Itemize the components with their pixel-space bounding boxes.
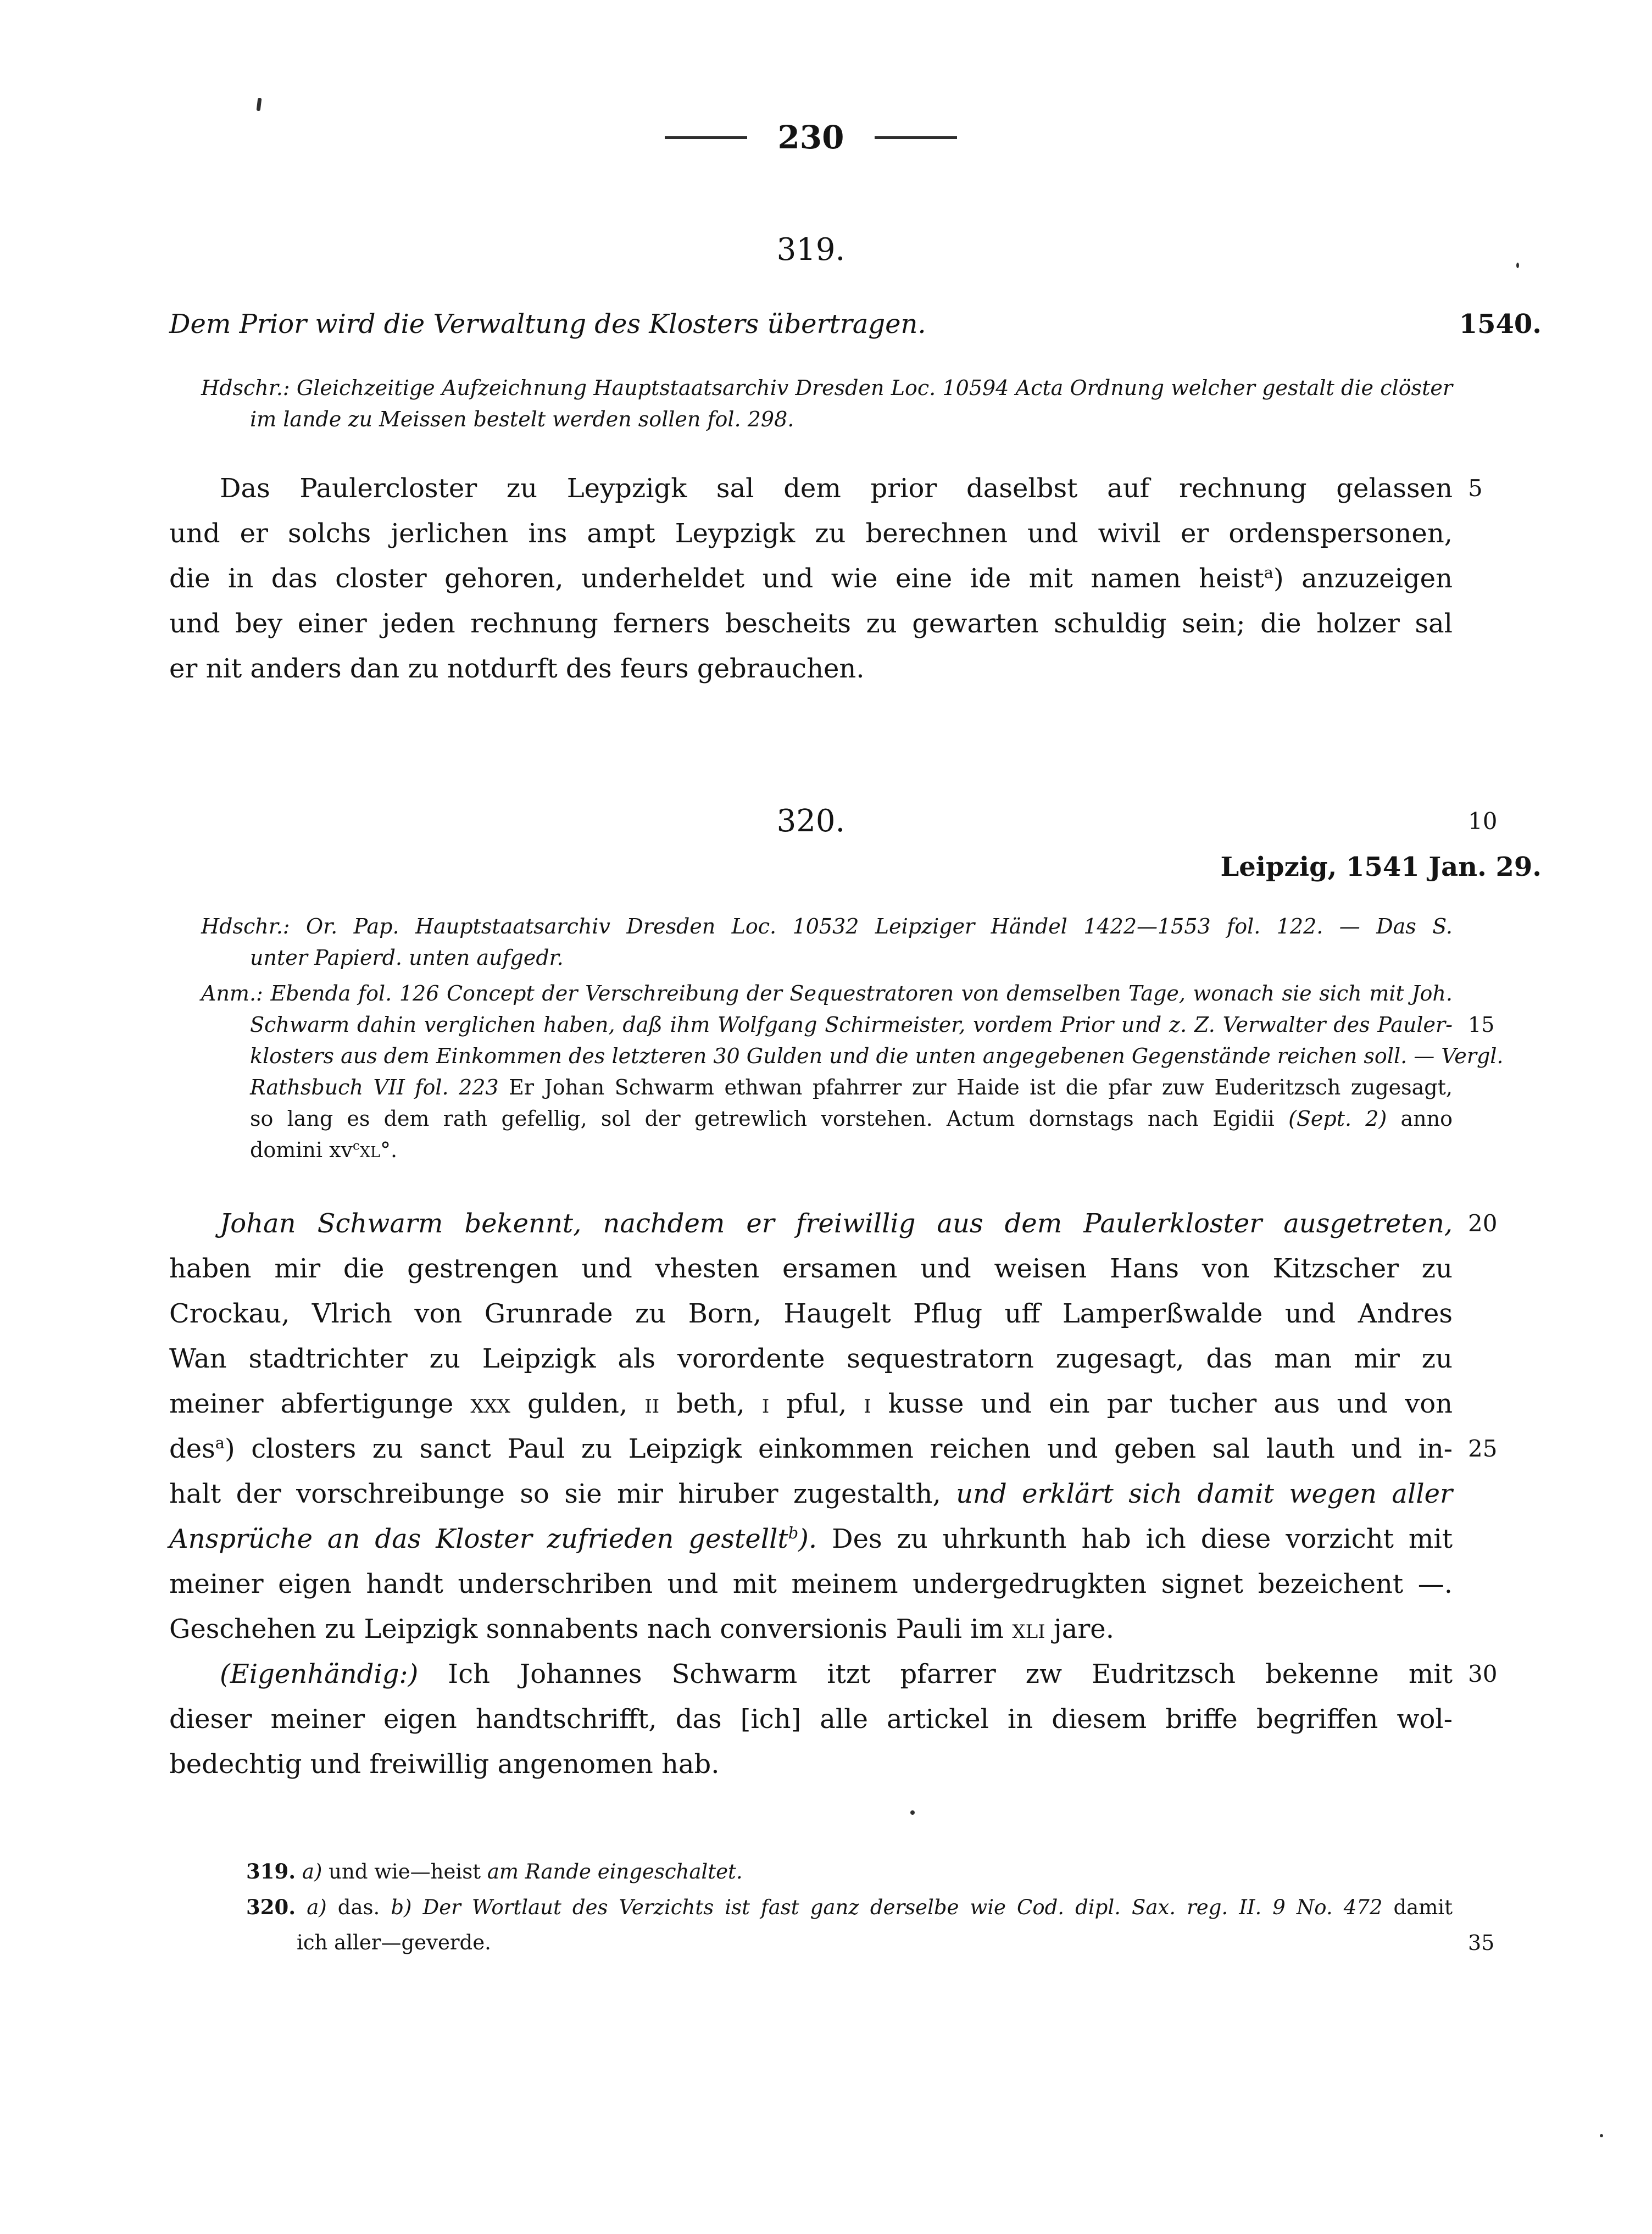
header-rule-left	[665, 136, 747, 139]
entry-heading-319: 319.	[776, 232, 846, 268]
text-segment: kusse und ein par tucher aus und von	[871, 1388, 1453, 1419]
text-segment: meiner abfertigunge	[169, 1388, 471, 1419]
text-line	[169, 556, 1453, 601]
page-number: 230	[777, 119, 844, 156]
text-line	[169, 1854, 1453, 1890]
text-line	[169, 1103, 1453, 1135]
text-segment: bedechtig und freiwillig angenomen hab.	[169, 1749, 720, 1780]
text-segment: haben mir die gestrengen und vhesten ersamen und weisen Hans von Kitzscher zu	[169, 1253, 1453, 1284]
text-column	[169, 0, 1542, 2234]
text-segment: b	[788, 1524, 799, 1542]
text-line	[169, 1890, 1453, 1925]
margin-line-number: 10	[1468, 808, 1498, 835]
text-line	[169, 1072, 1453, 1103]
entry-body-319	[169, 466, 1483, 691]
text-segment: jare.	[1045, 1614, 1114, 1644]
text-line	[169, 466, 1483, 511]
text-segment: meiner eigen handt underschriben und mit meinem undergedrugkten signet bezeichent —.	[169, 1569, 1453, 1599]
text-segment: des	[169, 1433, 215, 1464]
text-line	[169, 978, 1453, 1009]
text-segment: Er Johan Schwarm ethwan pfahrrer zur Haide ist die pfar zuw Euderitzsch zugesagt,	[509, 1075, 1453, 1099]
margin-line-number: 20	[1468, 1210, 1498, 1237]
text-line	[169, 373, 1453, 404]
text-line	[169, 1426, 1498, 1471]
text-segment: beth,	[659, 1388, 762, 1419]
entry-title-row-319	[169, 308, 1542, 341]
text-segment: Crockau, Vlrich von Grunrade zu Born, Haugelt Pflug uff Lamperßwalde und Andres	[169, 1298, 1453, 1329]
text-segment: klosters aus dem Einkommen des letzteren 30 Gulden und die unten angegebenen Gegenstände reichen soll. — Vergl.	[250, 1044, 1504, 1068]
annotation-320	[169, 978, 1504, 1166]
text-segment: i	[761, 1388, 770, 1419]
text-segment: und erklärt sich damit wegen aller	[956, 1479, 1453, 1509]
text-segment: Das Paulercloster zu Leypzigk sal dem prior daselbst auf rechnung gelassen	[220, 473, 1453, 504]
text-segment: das.	[337, 1896, 391, 1919]
scan-speck	[910, 1810, 915, 1815]
text-segment: am Rande eingeschaltet.	[487, 1860, 743, 1883]
text-segment: halt der vorschreibunge so sie mir hiruber zugestalth,	[169, 1479, 956, 1509]
dateline-320: Leipzig, 1541 Jan. 29.	[1220, 852, 1542, 882]
text-segment: er nit anders dan zu notdurft des feurs gebrauchen.	[169, 653, 865, 684]
text-line	[169, 1561, 1453, 1607]
text-line	[169, 1607, 1453, 1652]
entry-title-319: Dem Prior wird die Verwaltung des Klosters übertragen.	[169, 309, 926, 340]
text-segment: domini xv	[250, 1138, 353, 1162]
text-segment: Hdschr.: Or. Pap. Hauptstaatsarchiv Dresden Loc. 10532 Leipziger Händel 1422—1553 fol. 122. — Das S.	[201, 914, 1453, 938]
text-segment: Ich Johannes Schwarm itzt pfarrer zw Eudritzsch bekenne mit	[418, 1659, 1453, 1690]
text-segment: dieser meiner eigen handtschrifft, das [ich] alle artickel in diesem briffe begriffen wol-	[169, 1704, 1453, 1735]
text-segment: Geschehen zu Leipzigk sonnabents nach conversionis Pauli im	[169, 1614, 1013, 1644]
text-line	[169, 646, 1453, 691]
text-line	[169, 1336, 1453, 1381]
text-segment: Ansprüche an das Kloster zufrieden gestellt	[169, 1524, 788, 1554]
text-segment: so lang es dem rath gefellig, sol der getrewlich vorstehen. Actum dornstags nach Egidii	[250, 1107, 1289, 1131]
text-line	[169, 1009, 1495, 1041]
text-segment: Rathsbuch VII fol. 223	[250, 1075, 509, 1099]
text-segment: a)	[296, 1896, 338, 1919]
text-line	[169, 1135, 1453, 1166]
text-segment: i	[864, 1388, 871, 1419]
text-segment: Johan Schwarm bekennt, nachdem er freiwillig aus dem Paulerkloster ausgetreten,	[220, 1208, 1453, 1239]
text-segment: Schwarm dahin verglichen haben, daß ihm Wolfgang Schirmeister, vordem Prior und z. Z. Verwalter des Pauler-	[250, 1013, 1453, 1037]
text-line	[169, 1201, 1498, 1246]
text-line	[169, 911, 1453, 942]
source-note-319	[169, 373, 1453, 435]
margin-line-number: 15	[1468, 1013, 1495, 1037]
text-segment: die in das closter gehoren, underheldet und wie eine ide mit namen heist	[169, 563, 1264, 594]
text-segment: ) anzuzeigen	[1273, 563, 1453, 594]
text-segment: Des zu uhrkunth hab ich diese vorzicht mit	[832, 1524, 1453, 1554]
text-segment: anno	[1387, 1107, 1453, 1131]
text-segment: (Sept. 2)	[1288, 1107, 1387, 1131]
text-line	[169, 1246, 1453, 1291]
text-line	[169, 1291, 1453, 1336]
text-segment: pful,	[769, 1388, 864, 1419]
margin-line-number: 25	[1468, 1435, 1498, 1462]
text-segment: und er solchs jerlichen ins ampt Leypzigk zu berechnen und wivil er ordenspersonen,	[169, 518, 1453, 549]
text-segment: ii	[644, 1388, 660, 1419]
entry-year-319: 1540.	[1459, 309, 1542, 340]
entry-heading-row-320	[169, 803, 1498, 839]
text-segment: 319.	[246, 1859, 296, 1883]
text-segment: °.	[380, 1138, 398, 1162]
text-segment: unter Papierd. unten aufgedr.	[250, 946, 564, 970]
text-segment: gulden,	[510, 1388, 645, 1419]
header-rule-right	[875, 136, 957, 139]
text-segment: im lande zu Meissen bestelt werden sollen fol. 298.	[250, 407, 794, 431]
text-segment: und wie—heist	[329, 1860, 487, 1883]
text-segment: a)	[296, 1860, 329, 1883]
text-segment: Hdschr.: Gleichzeitige Aufzeichnung Hauptstaatsarchiv Dresden Loc. 10594 Acta Ordnung welcher gestalt die clöster	[201, 376, 1453, 400]
entry-body-320	[169, 1201, 1498, 1787]
text-segment: xxx	[470, 1388, 510, 1419]
scan-speck	[1600, 2134, 1603, 2137]
text-line	[169, 1742, 1453, 1787]
text-line	[169, 1381, 1453, 1426]
text-segment: ) closters zu sanct Paul zu Leipzigk einkommen reichen und geben sal lauth und in-	[224, 1433, 1453, 1464]
text-line	[169, 1516, 1453, 1561]
text-segment: 320.	[246, 1895, 296, 1919]
text-segment: xl	[359, 1138, 380, 1162]
text-segment: und bey einer jeden rechnung ferners bescheits zu gewarten schuldig sein; die holzer sal	[169, 608, 1453, 639]
text-segment: xli	[1012, 1614, 1045, 1644]
text-segment: Anm.: Ebenda fol. 126 Concept der Verschreibung der Sequestratoren von demselben Tage, wonach sie sich mit Joh.	[201, 981, 1453, 1005]
text-line	[169, 511, 1453, 556]
margin-line-number: 35	[1468, 1931, 1495, 1955]
text-line	[169, 1925, 1495, 1960]
text-segment: ich aller—geverde.	[297, 1931, 491, 1954]
text-segment: a	[1264, 563, 1273, 582]
scan-speck	[1516, 263, 1519, 268]
page-header	[169, 118, 1453, 157]
text-segment: b) Der Wortlaut des Verzichts ist fast ganz derselbe wie Cod. dipl. Sax. reg. II. 9 No. 472	[391, 1896, 1394, 1919]
margin-line-number: 30	[1468, 1660, 1498, 1687]
text-line	[169, 1697, 1453, 1742]
text-line	[169, 1041, 1504, 1072]
text-segment: Wan stadtrichter zu Leipzigk als vorordente sequestratorn zugesagt, das man mir zu	[169, 1343, 1453, 1374]
margin-line-number: 5	[1468, 475, 1483, 502]
source-note-320	[169, 911, 1453, 974]
text-line	[169, 601, 1453, 646]
text-segment: damit	[1393, 1896, 1453, 1919]
text-segment: ).	[798, 1524, 832, 1554]
text-line	[169, 404, 1453, 435]
text-segment: (Eigenhändig:)	[220, 1659, 419, 1690]
entry-heading-320: 320.	[776, 803, 846, 839]
text-segment: c	[353, 1138, 360, 1153]
text-line	[169, 942, 1453, 974]
footnotes	[169, 1854, 1495, 1960]
text-line	[169, 1652, 1498, 1697]
text-segment: a	[215, 1433, 225, 1452]
text-line	[169, 1471, 1453, 1516]
